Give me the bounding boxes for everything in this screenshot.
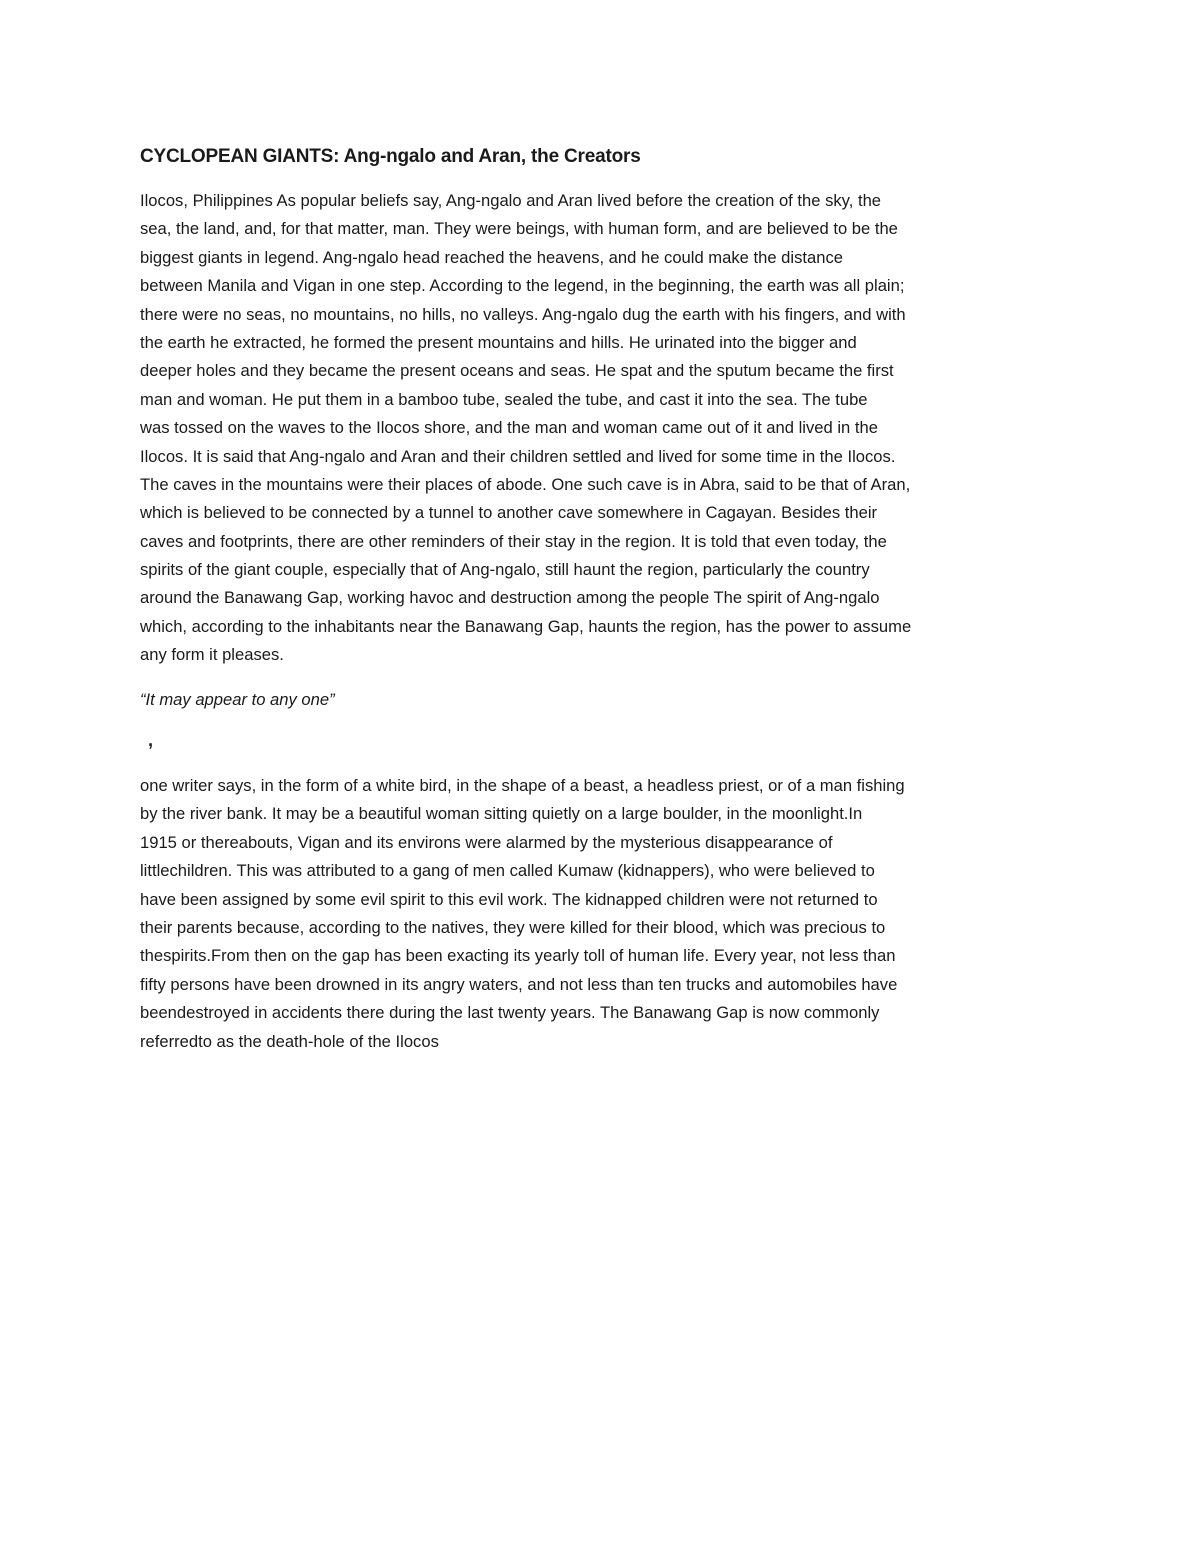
paragraph-line: by the river bank. It may be a beautiful woman sitting quietly on a large boulder, in the moonlight.In (140, 804, 863, 824)
paragraph-line: man and woman. He put them in a bamboo tube, sealed the tube, and cast it into the sea. The tube (140, 389, 868, 409)
paragraph-line: biggest giants in legend. Ang-ngalo head reached the heavens, and he could make the distance (140, 247, 843, 267)
paragraph-line: 1915 or thereabouts, Vigan and its environs were alarmed by the mysterious disappearance of (140, 832, 833, 852)
paragraph-line: their parents because, according to the natives, they were killed for their blood, which was precious to (140, 917, 886, 937)
pull-quote: “It may appear to any one” (140, 690, 335, 709)
paragraph-line: Ilocos, Philippines As popular beliefs say, Ang-ngalo and Aran lived before the creation of the sky, the (140, 191, 882, 210)
paragraph-2 (140, 772, 905, 1056)
paragraph-line: have been assigned by some evil spirit to this evil work. The kidnapped children were not returned to (140, 889, 878, 909)
paragraph-line: deeper holes and they became the present oceans and seas. He spat and the sputum became the first (140, 361, 894, 381)
paragraph-line: was tossed on the waves to the Ilocos shore, and the man and woman came out of it and lived in the (140, 418, 878, 438)
paragraph-line: sea, the land, and, for that matter, man. They were beings, with human form, and are believed to be the (140, 219, 898, 239)
paragraph-line: Ilocos. It is said that Ang-ngalo and Aran and their children settled and lived for some time in the Ilocos. (140, 446, 896, 466)
paragraph-line: the earth he extracted, he formed the present mountains and hills. He urinated into the bigger and (140, 332, 857, 352)
paragraph-line: The caves in the mountains were their places of abode. One such cave is in Abra, said to be that of Aran, (140, 474, 911, 494)
paragraph-line: littlechildren. This was attributed to a gang of men called Kumaw (kidnappers), who were believed to (140, 861, 875, 881)
paragraph-line: referredto as the death-hole of the Ilocos (140, 1031, 439, 1051)
paragraph-line: which, according to the inhabitants near the Banawang Gap, haunts the region, has the power to assume (140, 616, 912, 636)
paragraph-line: spirits of the giant couple, especially that of Ang-ngalo, still haunt the region, particularly the country (140, 560, 870, 580)
paragraph-line: there were no seas, no mountains, no hills, no valleys. Ang-ngalo dug the earth with his fingers, and with (140, 304, 906, 324)
paragraph-line: around the Banawang Gap, working havoc and destruction among the people The spirit of Ang-ngalo (140, 588, 880, 608)
paragraph-line: which is believed to be connected by a tunnel to another cave somewhere in Cagayan. Besides their (140, 503, 878, 523)
paragraph-line: beendestroyed in accidents there during the last twenty years. The Banawang Gap is now commonly (140, 1003, 880, 1023)
paragraph-line: fifty persons have been drowned in its angry waters, and not less than ten trucks and automobiles have (140, 974, 898, 994)
paragraph-1 (140, 187, 911, 670)
stray-comma: , (148, 730, 154, 750)
paragraph-line: caves and footprints, there are other reminders of their stay in the region. It is told that even today, the (140, 531, 887, 551)
paragraph-line: thespirits.From then on the gap has been exacting its yearly toll of human life. Every year, not less than (140, 946, 896, 966)
paragraph-line: between Manila and Vigan in one step. According to the legend, in the beginning, the earth was all plain; (140, 276, 905, 296)
paragraph-line: one writer says, in the form of a white bird, in the shape of a beast, a headless priest, or of a man fishing (140, 776, 905, 795)
document-title: CYCLOPEAN GIANTS: Ang-ngalo and Aran, the Creators (140, 146, 641, 167)
paragraph-line: any form it pleases. (140, 645, 284, 665)
